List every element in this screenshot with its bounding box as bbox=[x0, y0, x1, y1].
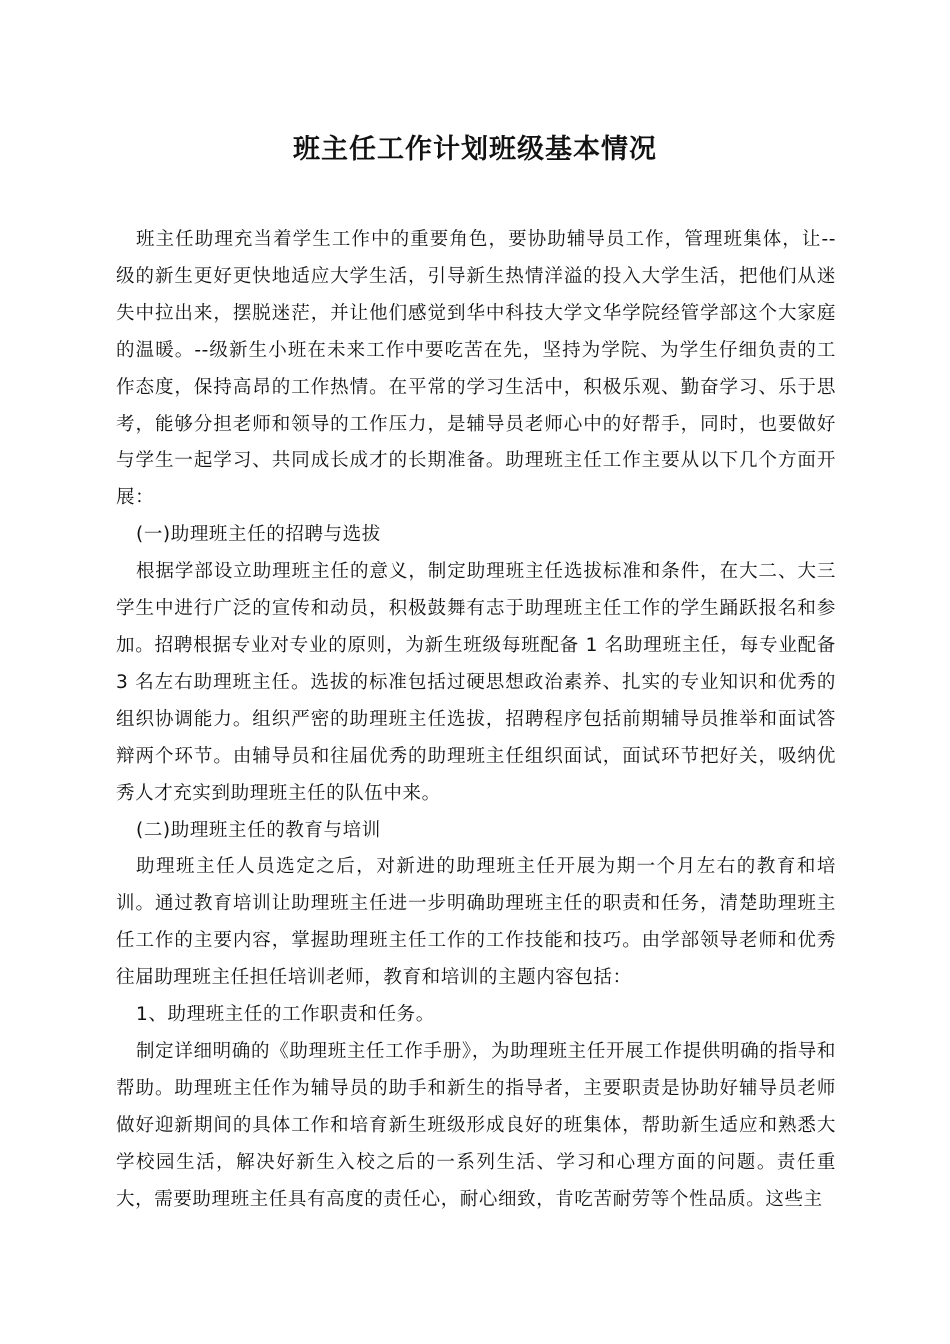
subsection-heading-duties: 1、助理班主任的工作职责和任务。 bbox=[136, 1004, 435, 1026]
document-body bbox=[116, 222, 836, 1218]
paragraph-training: 助理班主任人员选定之后，对新进的助理班主任开展为期一个月左右的教育和培训。通过教育培训让助理班主任进一步明确助理班主任的职责和任务，清楚助理班主任工作的主要内容，掌握助理班主任工作的工作技能和技巧。由学部领导老师和优秀往届助理班主任担任培训老师，教育和培训的主题内容包括： bbox=[116, 856, 836, 989]
paragraph-intro: 班主任助理充当着学生工作中的重要角色，要协助辅导员工作，管理班集体，让--级的新生更好更快地适应大学生活，引导新生热情洋溢的投入大学生活，把他们从迷失中拉出来，摆脱迷茫，并让他们感觉到华中科技大学文华学院经管学部这个大家庭的温暖。--级新生小班在未来工作中要吃苦在先，坚持为学院、为学生仔细负责的工作态度，保持高昂的工作热情。在平常的学习生活中，积极乐观、勤奋学习、乐于思考，能够分担老师和领导的工作压力，是辅导员老师心中的好帮手，同时，也要做好与学生一起学习、共同成长成才的长期准备。助理班主任工作主要从以下几个方面开展： bbox=[116, 229, 836, 509]
paragraph-recruitment: 根据学部设立助理班主任的意义，制定助理班主任选拔标准和条件，在大二、大三学生中进行广泛的宣传和动员，积极鼓舞有志于助理班主任工作的学生踊跃报名和参加。招聘根据专业对专业的原则，为新生班级每班配备 1 名助理班主任，每专业配备 3 名左右助理班主任。选拔的标准包括过硬思想政治素养、扎实的专业知识和优秀的组织协调能力。组织严密的助理班主任选拔，招聘程序包括前期辅导员推举和面试答辩两个环节。由辅导员和往届优秀的助理班主任组织面试，面试环节把好关，吸纳优秀人才充实到助理班主任的队伍中来。 bbox=[116, 561, 836, 804]
paragraph-duties: 制定详细明确的《助理班主任工作手册》，为助理班主任开展工作提供明确的指导和帮助。助理班主任作为辅导员的助手和新生的指导者，主要职责是协助好辅导员老师做好迎新期间的具体工作和培育新生班级形成良好的班集体，帮助新生适应和熟悉大学校园生活，解决好新生入校之后的一系列生活、学习和心理方面的问题。责任重大，需要助理班主任具有高度的责任心，耐心细致，肯吃苦耐劳等个性品质。这些主 bbox=[116, 1040, 836, 1210]
document-title: 班主任工作计划班级基本情况 bbox=[293, 134, 657, 165]
section-heading-training: (二)助理班主任的教育与培训 bbox=[136, 819, 381, 841]
section-heading-recruitment: (一)助理班主任的招聘与选拔 bbox=[136, 524, 381, 546]
